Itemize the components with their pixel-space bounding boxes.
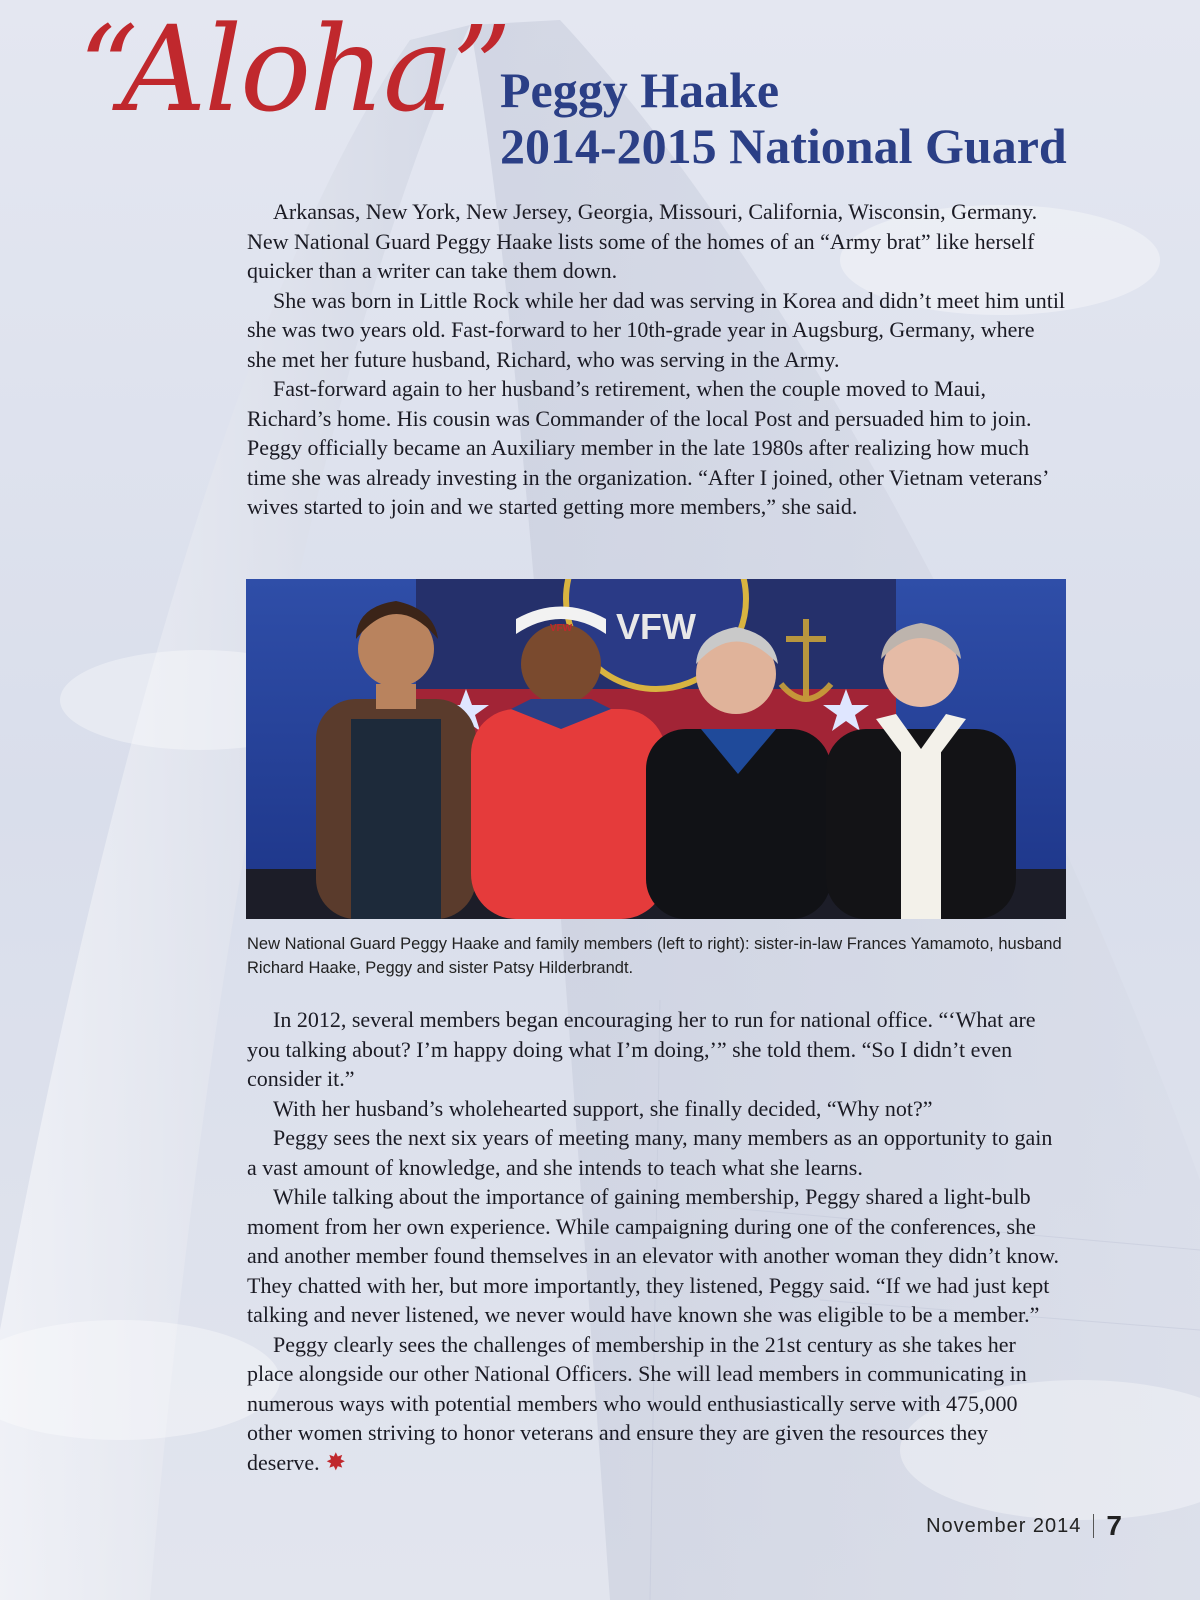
article-body-top	[247, 197, 1067, 522]
article-paragraph: She was born in Little Rock while her dad was serving in Korea and didn’t meet him until she was two years old. Fast-forward to her 10th-grade year in Augsburg, Germany, where she met her future husband, Richard, who was serving in the Army.	[247, 287, 1066, 372]
page-footer	[926, 1510, 1122, 1542]
cap-vfw-text: VFW	[549, 623, 573, 634]
article-paragraph: With her husband’s wholehearted support, she finally decided, “Why not?”	[273, 1095, 933, 1121]
article-paragraph: While talking about the importance of gaining membership, Peggy shared a light-bulb moment from her own experience. While campaigning during one of the conferences, she and another member found themselves in an elevator with another woman they didn’t know. They chatted with her, but more importantly, they listened, Peggy said. “If we had just kept talking and never listened, we never would have known she was eligible to be a member.”	[247, 1184, 1059, 1327]
group-photo	[246, 579, 1066, 919]
article-paragraph: Fast-forward again to her husband’s retirement, when the couple moved to Maui, Richard’s home. His cousin was Commander of the local Post and persuaded him to join. Peggy officially became an Auxiliary member in the late 1980s after realizing how much time she was already investing in the organization. “After I joined, other Vietnam veterans’ wives started to join and we started getting more members,” she said.	[247, 376, 1048, 519]
end-mark-icon: ✸	[325, 1449, 346, 1476]
article-paragraph-text: Peggy clearly sees the challenges of membership in the 21st century as she takes her place alongside our other National Officers. She will lead members in communicating in numerous ways with potential members who would enthusiastically serve with 475,000 other women striving to honor veterans and ensure they are given the resources they deserve.	[247, 1331, 1027, 1475]
article-paragraph	[247, 1330, 1067, 1479]
article-headline	[500, 62, 1067, 174]
headline-name: Peggy Haake	[500, 62, 780, 118]
aloha-script-title: “Aloha”	[78, 0, 510, 138]
footer-divider	[1093, 1514, 1094, 1538]
article-paragraph: Arkansas, New York, New Jersey, Georgia, Missouri, California, Wisconsin, Germany. New National Guard Peggy Haake lists some of the homes of an “Army brat” like herself quicker than a writer can take them down.	[247, 199, 1038, 283]
article-body-bottom	[247, 1005, 1067, 1478]
article-paragraph: Peggy sees the next six years of meeting many, many members as an opportunity to gain a vast amount of knowledge, and she intends to teach what she learns.	[247, 1125, 1053, 1180]
photo-caption: New National Guard Peggy Haake and family members (left to right): sister-in-law Frances Yamamoto, husband Richard Haake, Peggy and sister Patsy Hilderbrandt.	[247, 935, 1062, 977]
article-paragraph: In 2012, several members began encouraging her to run for national office. “‘What are you talking about? I’m happy doing what I’m doing,’” she told them. “So I didn’t even consider it.”	[247, 1007, 1036, 1091]
headline-role: 2014-2015 National Guard	[500, 118, 1067, 174]
page-number: 7	[1106, 1510, 1122, 1541]
banner-vfw-text: VFW	[616, 606, 696, 647]
issue-date: November 2014	[926, 1514, 1082, 1537]
